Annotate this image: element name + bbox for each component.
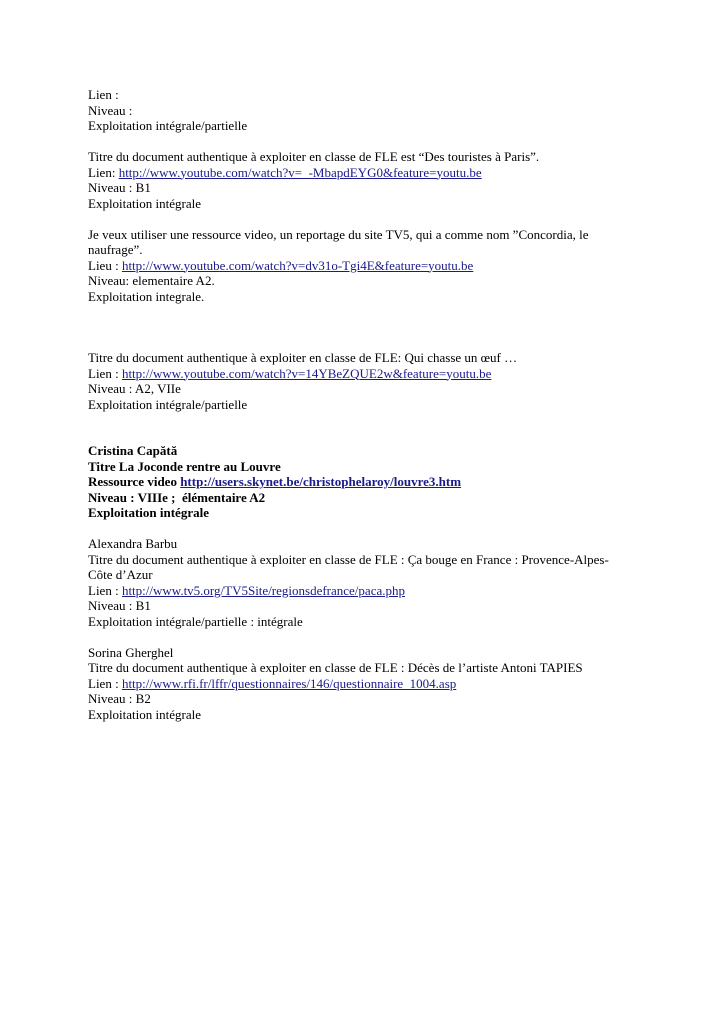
- lien-label: Lien :: [88, 582, 122, 598]
- lien-line: [88, 165, 648, 181]
- exploitation-text: Exploitation integrale.: [88, 288, 205, 304]
- author-name: Sorina Gherghel: [88, 644, 174, 660]
- document-title: Titre du document authentique à exploiter en classe de FLE : Décès de l’artiste Antoni TAPIES: [88, 660, 583, 675]
- intro-text: Je veux utiliser une ressource video, un reportage du site TV5, qui a comme nom ”Concordia, le: [88, 226, 589, 242]
- lien-label: Lien:: [88, 164, 119, 180]
- document-title: Côte d’Azur: [88, 567, 153, 582]
- youtube-link[interactable]: http://www.youtube.com/watch?v=_-MbapdEYG0&feature=youtu.be: [118, 164, 482, 180]
- youtube-link[interactable]: http://www.youtube.com/watch?v=14YBeZQUE2w&feature=youtu.be: [121, 365, 492, 381]
- rfi-link[interactable]: http://www.rfi.fr/lffr/questionnaires/146/questionnaire_1004.asp: [121, 675, 457, 691]
- document-title: Titre du document authentique à exploiter en classe de FLE est “Des touristes à Paris”.: [88, 149, 540, 164]
- lien-line: [88, 676, 648, 692]
- niveau-text: Niveau : A2, VIIe: [88, 381, 181, 396]
- exploitation-text: Exploitation intégrale: [88, 505, 209, 520]
- lien-label: Lieu :: [88, 257, 122, 273]
- author-name: Cristina Capătă: [88, 443, 178, 458]
- author-name: Alexandra Barbu: [88, 536, 178, 551]
- ressource-label: Ressource video: [88, 474, 181, 489]
- youtube-link[interactable]: http://www.youtube.com/watch?v=dv31o-Tgi4E&feature=youtu.be: [121, 257, 474, 273]
- document-title: Titre du document authentique à exploiter en classe de FLE: Qui chasse un œuf …: [88, 350, 518, 365]
- lien-label: Lien :: [88, 675, 122, 691]
- exploitation-text: Exploitation intégrale: [88, 706, 201, 722]
- document-title: Titre La Joconde rentre au Louvre: [88, 458, 281, 474]
- niveau-text: Niveau : B1: [88, 598, 151, 613]
- niveau-label: Niveau :: [88, 102, 133, 118]
- lien-line: [88, 258, 648, 274]
- ressource-line: [88, 474, 648, 490]
- exploitation-text: Exploitation intégrale: [88, 195, 201, 211]
- niveau-text: Niveau: elementaire A2.: [88, 273, 215, 288]
- louvre-link[interactable]: http://users.skynet.be/christophelaroy/louvre3.htm: [180, 474, 462, 489]
- document-title: Titre du document authentique à exploiter en classe de FLE : Ça bouge en France : Provence-Alpes-: [88, 551, 609, 567]
- lien-line: [88, 366, 648, 382]
- document-body: [88, 87, 648, 722]
- lien-line: [88, 583, 648, 599]
- niveau-text: Niveau : VIIIe ; élémentaire A2: [88, 489, 266, 505]
- niveau-text: Niveau : B1: [88, 180, 151, 195]
- lien-label: Lien :: [88, 87, 119, 102]
- tv5-link[interactable]: http://www.tv5.org/TV5Site/regionsdefrance/paca.php: [121, 582, 405, 598]
- exploitation-text: Exploitation intégrale/partielle: [88, 118, 248, 133]
- exploitation-text: Exploitation intégrale/partielle: [88, 396, 248, 412]
- exploitation-text: Exploitation intégrale/partielle : intégrale: [88, 613, 303, 629]
- niveau-text: Niveau : B2: [88, 691, 151, 706]
- lien-label: Lien :: [88, 365, 122, 381]
- intro-text: naufrage”.: [88, 242, 143, 257]
